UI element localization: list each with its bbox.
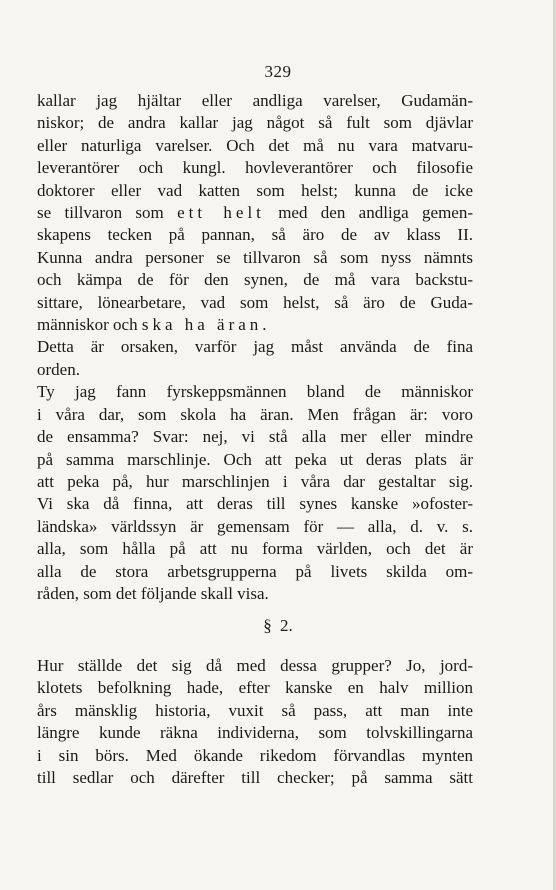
text-line: års mänsklig historia, vuxit så pass, att man inte xyxy=(37,700,473,720)
text-line: kallar jag hjältar eller andliga varelser, Gudamän- xyxy=(37,91,473,110)
text-line: Kunna andra personer se tillvaron så som nyss nämnts xyxy=(37,247,473,267)
section-heading: § 2. xyxy=(263,616,293,635)
text-line: på samma marschlinje. Och att peka ut deras plats är xyxy=(37,449,473,469)
body-text-top xyxy=(37,90,473,605)
text-line xyxy=(37,202,473,224)
text-fragment: . xyxy=(262,315,267,335)
text-line: råden, som det följande skall visa. xyxy=(37,583,269,603)
text-line: eller naturliga varelser. Och det må nu vara matvaru- xyxy=(37,135,473,155)
text-line: längre kunde räkna individerna, som tolvskillingarna xyxy=(37,723,473,743)
text-fragment: människor och xyxy=(37,315,142,335)
text-fragment: se tillvaron som xyxy=(37,203,178,223)
text-line: Ty jag fann fyrskeppsmännen bland de människor xyxy=(37,382,473,402)
text-line: alla, som hålla på att nu forma världen, och det är xyxy=(37,539,473,559)
text-line: klotets befolkning hade, efter kanske en halv million xyxy=(37,678,473,698)
text-line: sittare, lönearbetare, vad som helst, så äro de Guda- xyxy=(37,292,473,312)
text-line: niskor; de andra kallar jag något så fult som djävlar xyxy=(37,113,473,133)
text-line: orden. xyxy=(37,359,80,379)
emphasized-text: ska ha äran xyxy=(141,315,263,335)
text-line: Detta är orsaken, varför jag måst använda de fina xyxy=(37,337,473,357)
text-line: Hur ställde det sig då med dessa grupper? Jo, jord- xyxy=(37,656,473,675)
text-line: leverantörer och kungl. hovleverantörer och filosofie xyxy=(37,158,473,178)
text-line: att peka på, hur marschlinjen i våra dar gestaltar sig. xyxy=(37,471,473,491)
text-line: till sedlar och därefter till checker; på samma sätt xyxy=(37,768,473,788)
text-line xyxy=(37,314,473,336)
text-line: i våra dar, som skola ha äran. Men frågan är: voro xyxy=(37,404,473,424)
page-number: 329 xyxy=(264,62,292,81)
text-line: doktorer eller vad katten som helst; kunna de icke xyxy=(37,180,473,200)
text-line: ländska» världssyn är gemensam för — alla, d. v. s. xyxy=(37,516,473,536)
text-line: och kämpa de för den synen, de må vara backstu- xyxy=(37,270,473,290)
emphasized-text: ett helt xyxy=(177,203,265,223)
text-line: alla de stora arbetsgrupperna på livets skilda om- xyxy=(37,561,473,581)
text-fragment: med den andliga gemen- xyxy=(264,203,474,223)
text-line: skapens tecken på pannan, så äro de av klass II. xyxy=(37,225,473,245)
text-line: i sin börs. Med ökande rikedom förvandlas mynten xyxy=(37,745,473,765)
body-text-bottom xyxy=(37,655,473,789)
text-line: Vi ska då finna, att deras till synes kanske »ofoster- xyxy=(37,494,473,514)
text-line: de ensamma? Svar: nej, vi stå alla mer eller mindre xyxy=(37,427,473,447)
